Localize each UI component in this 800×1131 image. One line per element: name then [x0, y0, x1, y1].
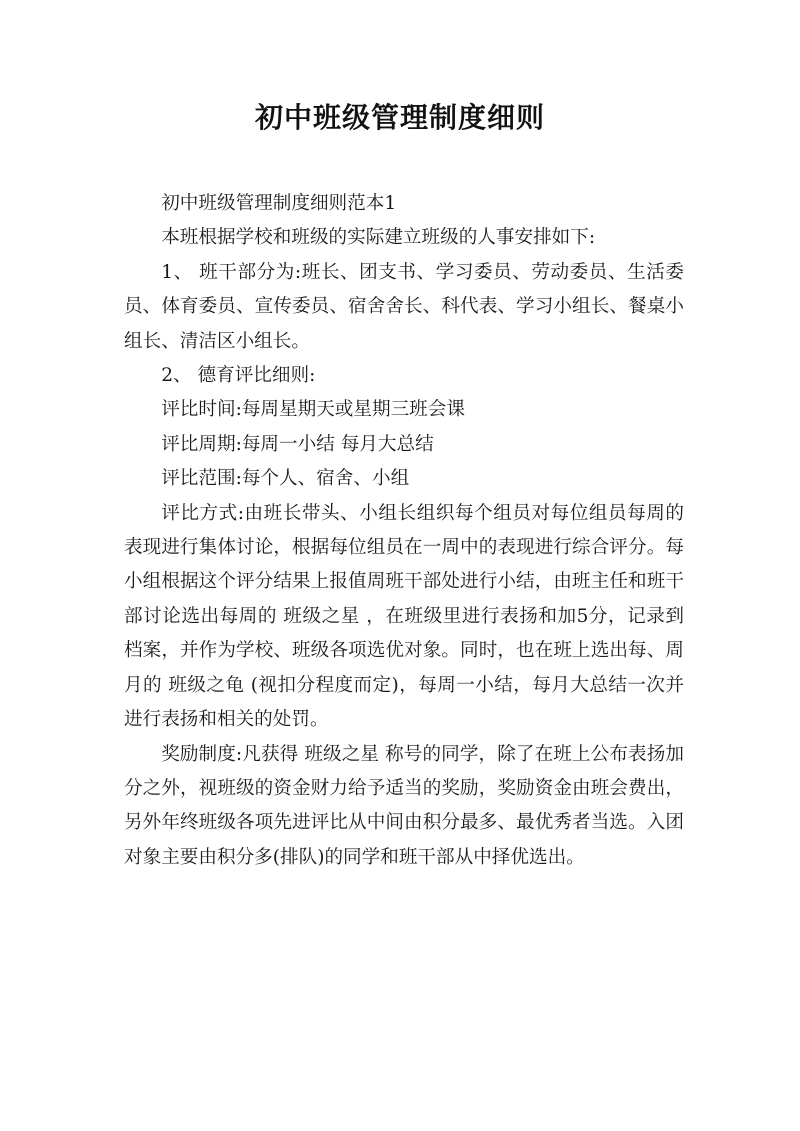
paragraph-item-2-heading: 2、 德育评比细则: [161, 365, 316, 387]
paragraph-eval-period: 评比周期:每周一小结 每月大总结 [161, 433, 434, 455]
document-body [124, 187, 684, 875]
paragraph-eval-time: 评比时间:每周星期天或星期三班会课 [161, 399, 465, 421]
paragraph-eval-scope: 评比范围:每个人、宿舍、小组 [161, 468, 410, 490]
paragraph-eval-method: 评比方式:由班长带头、小组长组织每个组员对每位组员每周的表现进行集体讨论，根据每位组员在一周中的表现进行综合评分。每小组根据这个评分结果上报值周班干部处进行小结，由班主任和班干部讨论选出每周的 班级之星 ，在班级里进行表扬和加5分，记录到档案，并作为学校、班级各项选优对象。同时，也在班上选出每、周月的 班级之龟 (视扣分程度而定)，每周一小结，每月大总结一次并进行表扬和相关的处罚。 [124, 502, 684, 731]
paragraph-item-1-cadres: 1、 班干部分为:班长、团支书、学习委员、劳动委员、生活委员、体育委员、宣传委员、宿舍舍长、科代表、学习小组长、餐桌小组长、清洁区小组长。 [124, 261, 684, 352]
paragraph-intro: 本班根据学校和班级的实际建立班级的人事安排如下: [161, 227, 596, 249]
document-title: 初中班级管理制度细则 [254, 101, 545, 134]
paragraph-template-heading: 初中班级管理制度细则范本1 [161, 193, 397, 214]
paragraph-reward-system: 奖励制度:凡获得 班级之星 称号的同学，除了在班上公布表扬加分之外，视班级的资金财力给予适当的奖励，奖励资金由班会费出，另外年终班级各项先进评比从中间由积分最多、最优秀者当选。入团对象主要由积分多(排队)的同学和班干部从中择优选出。 [124, 743, 684, 868]
